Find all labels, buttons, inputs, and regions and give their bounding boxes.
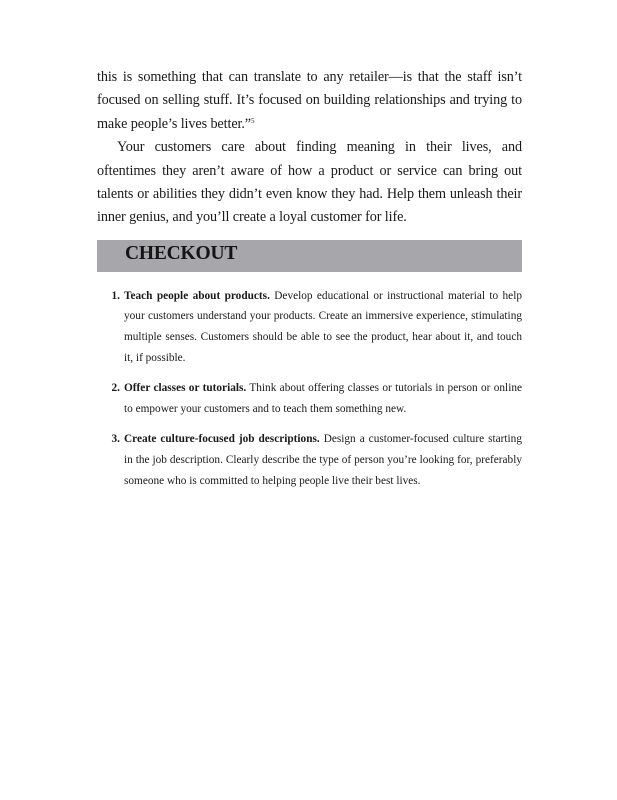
list-item-text bbox=[124, 378, 522, 419]
list-item-body: Develop educational or instructional material to help your customers understand your products. Create an immersive experience, stimulating multiple senses. Customers should be able to see the product, hear about it, and touch it, if possible. bbox=[124, 289, 522, 364]
list-item bbox=[97, 378, 522, 419]
body-paragraph-2: Your customers care about finding meaning in their lives, and oftentimes they aren’t aware of how a product or service can bring out talents or abilities they didn’t even know they had. Help them unleash their inner genius, and you’ll create a loyal customer for life. bbox=[97, 139, 522, 226]
list-item-body: Design a customer-focused culture starting in the job description. Clearly describe the type of person you’re looking for, preferably someone who is committed to helping people live their best lives. bbox=[124, 433, 522, 487]
list-item-number: 3. bbox=[111, 433, 120, 446]
checkout-section-header bbox=[97, 240, 522, 272]
checkout-list bbox=[97, 286, 522, 491]
list-item-body: Think about offering classes or tutorials in person or online to empower your customers and to teach them something new. bbox=[124, 382, 522, 415]
page-content bbox=[97, 66, 522, 507]
list-item-lead: Create culture-focused job descriptions. bbox=[124, 433, 320, 446]
paragraph-1-text: this is something that can translate to any retailer—is that the staff isn’t focused on selling stuff. It’s focused on building relationships and trying to make people’s lives better.” bbox=[97, 69, 522, 132]
list-item-number: 2. bbox=[111, 382, 120, 395]
section-title: CHECKOUT bbox=[125, 242, 238, 264]
footnote-marker: 5 bbox=[251, 116, 255, 125]
list-item bbox=[97, 429, 522, 491]
list-item-lead: Teach people about products. bbox=[124, 289, 270, 302]
list-item-lead: Offer classes or tutorials. bbox=[124, 382, 247, 395]
list-item-text bbox=[124, 429, 522, 491]
list-item bbox=[97, 286, 522, 368]
body-paragraph-1 bbox=[97, 66, 522, 136]
list-item-number: 1. bbox=[111, 289, 120, 302]
list-item-text bbox=[124, 286, 522, 368]
